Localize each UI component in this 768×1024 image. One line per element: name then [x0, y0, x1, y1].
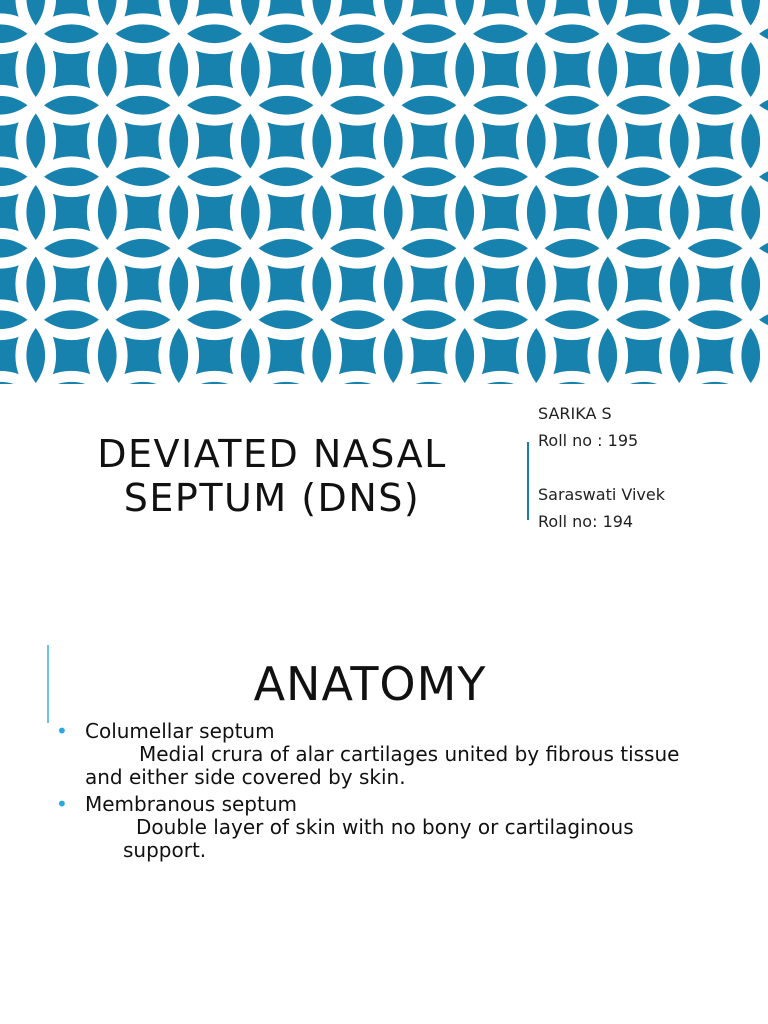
- bullet-list: [56, 720, 746, 862]
- anatomy-slide: [0, 620, 768, 1024]
- author-1-name: SARIKA S: [538, 404, 612, 423]
- description-line: Medial crura of alar cartilages united by fibrous tissue: [139, 742, 680, 766]
- list-item: [56, 793, 746, 816]
- bullet-text: Columellar septum: [85, 719, 275, 743]
- description-line: and either side covered by skin.: [85, 765, 406, 789]
- accent-divider-line: [527, 442, 529, 520]
- slide-heading: ANATOMY: [253, 657, 487, 711]
- author-spacer: [538, 454, 665, 481]
- bullet-dot-icon: •: [56, 719, 68, 743]
- author-1-roll: Roll no : 195: [538, 431, 639, 450]
- list-item: [56, 720, 746, 743]
- bullet-dot-icon: •: [56, 792, 68, 816]
- bullet-description: [56, 743, 746, 789]
- author-2-roll: Roll no: 194: [538, 512, 634, 531]
- description-line: support.: [123, 838, 207, 862]
- author-info: [538, 400, 665, 535]
- description-line: Double layer of skin with no bony or cartilaginous: [136, 815, 634, 839]
- decorative-circle-pattern: [0, 0, 768, 384]
- presentation-title: [60, 432, 484, 520]
- title-line-1: DEVIATED NASAL: [97, 432, 447, 476]
- bullet-description: [56, 816, 746, 862]
- title-line-2: SEPTUM (DNS): [123, 476, 421, 520]
- bullet-text: Membranous septum: [85, 792, 298, 816]
- author-2-name: Saraswati Vivek: [538, 485, 665, 504]
